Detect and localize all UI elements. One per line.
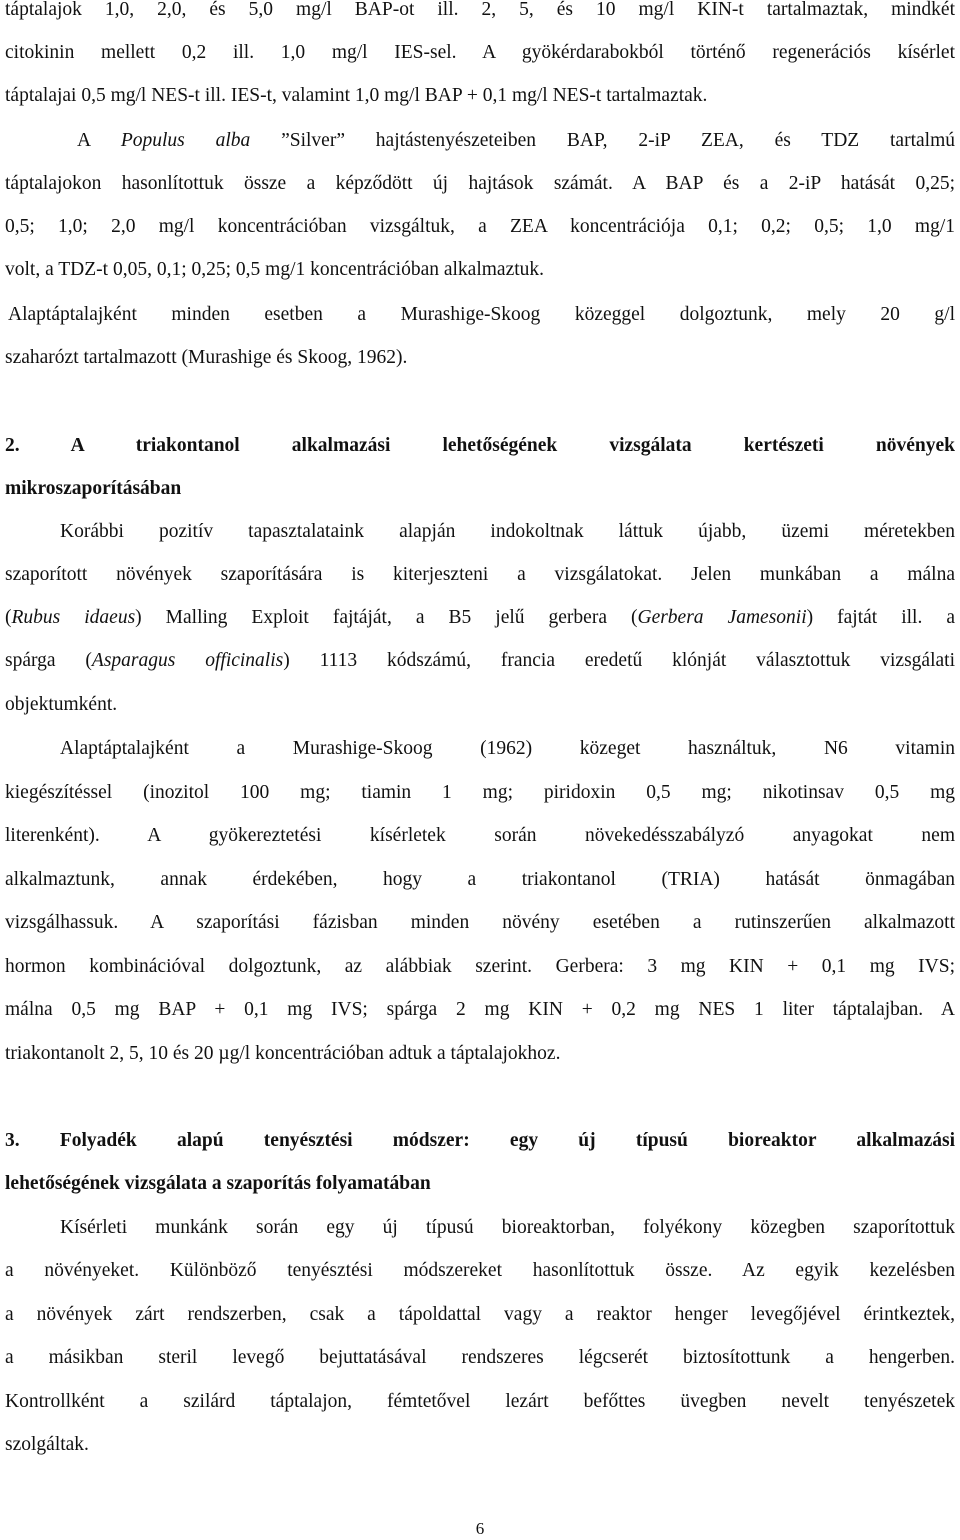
text-line: hormon kombinációval dolgoztunk, az alábbiak szerint. Gerbera: 3 mg KIN + 0,1 mg IVS;	[5, 956, 955, 977]
section-heading: 3. Folyadék alapú tenyésztési módszer: egy új típusú bioreaktor alkalmazási	[5, 1130, 955, 1151]
text-line: Korábbi pozitív tapasztalataink alapján indokoltnak láttuk újabb, üzemi méretekben	[60, 521, 955, 542]
text-line: Kontrollként a szilárd táptalajon, fémtetővel lezárt befőttes üvegben nevelt tenyészetek	[5, 1391, 955, 1412]
text-line: Alaptáptalajként minden esetben a Murashige-Skoog közeggel dolgoztunk, mely 20 g/l	[8, 304, 955, 325]
text-line: A Populus alba ”Silver” hajtástenyészeteiben BAP, 2-iP ZEA, és TDZ tartalmú	[77, 130, 955, 151]
text-line: a növényeket. Különböző tenyésztési módszereket hasonlítottuk össze. Az egyik kezelésben	[5, 1260, 955, 1281]
species-name: Populus alba	[120, 130, 251, 151]
species-name: Asparagus officinalis	[91, 650, 284, 671]
text-line: triakontanolt 2, 5, 10 és 20 µg/l koncentrációban adtuk a táptalajokhoz.	[5, 1043, 561, 1064]
text-line: táptalajai 0,5 mg/l NES-t ill. IES-t, valamint 1,0 mg/l BAP + 0,1 mg/l NES-t tartalmaztak.	[5, 85, 708, 106]
text-line: volt, a TDZ-t 0,05, 0,1; 0,25; 0,5 mg/1 koncentrációban alkalmaztuk.	[5, 259, 545, 280]
text-line: táptalajokon hasonlítottuk össze a képződött új hajtások számát. A BAP és a 2-iP hatását 0,25;	[5, 173, 955, 194]
section-heading: mikroszaporításában	[5, 478, 182, 499]
text-line: szaharózt tartalmazott (Murashige és Skoog, 1962).	[5, 347, 408, 368]
text-line: literenként). A gyökereztetési kísérletek során növekedésszabályzó anyagokat nem	[5, 825, 955, 846]
text-line: (Rubus idaeus) Malling Exploit fajtáját, a B5 jelű gerbera (Gerbera Jamesonii) fajtát ill. a	[5, 607, 955, 628]
text-line: objektumként.	[5, 694, 118, 715]
text-line: szaporított növények szaporítására is kiterjeszteni a vizsgálatokat. Jelen munkában a málna	[5, 564, 955, 585]
text-line: málna 0,5 mg BAP + 0,1 mg IVS; spárga 2 mg KIN + 0,2 mg NES 1 liter táptalajban. A	[5, 999, 955, 1020]
text-line: Alaptáptalajként a Murashige-Skoog (1962) közeget használtuk, N6 vitamin	[60, 738, 955, 759]
text-line: a másikban steril levegő bejuttatásával rendszeres légcserét biztosítottunk a hengerben.	[5, 1347, 955, 1368]
text-line: táptalajok 1,0, 2,0, és 5,0 mg/l BAP-ot ill. 2, 5, és 10 mg/l KIN-t tartalmaztak, mindkét	[5, 0, 955, 20]
text-line: spárga (Asparagus officinalis) 1113 kódszámú, francia eredetű klónját választottuk vizsgálati	[5, 650, 955, 671]
text-line: Kísérleti munkánk során egy új típusú bioreaktorban, folyékony közegben szaporítottuk	[60, 1217, 955, 1238]
species-name: Gerbera Jamesonii	[637, 607, 807, 628]
section-heading: lehetőségének vizsgálata a szaporítás folyamatában	[5, 1173, 431, 1194]
species-name: Rubus idaeus	[11, 607, 136, 628]
text-line: citokinin mellett 0,2 ill. 1,0 mg/l IES-sel. A gyökérdarabokból történő regenerációs kísérlet	[5, 42, 955, 63]
text-line: alkalmaztunk, annak érdekében, hogy a triakontanol (TRIA) hatását önmagában	[5, 869, 955, 890]
text-line: kiegészítéssel (inozitol 100 mg; tiamin 1 mg; piridoxin 0,5 mg; nikotinsav 0,5 mg	[5, 782, 955, 803]
text-line: szolgáltak.	[5, 1434, 89, 1455]
section-heading: 2. A triakontanol alkalmazási lehetőségének vizsgálata kertészeti növények	[5, 435, 955, 456]
text-line: a növények zárt rendszerben, csak a tápoldattal vagy a reaktor henger levegőjével érintkeztek,	[5, 1304, 955, 1325]
text-line: 0,5; 1,0; 2,0 mg/l koncentrációban vizsgáltuk, a ZEA koncentrációja 0,1; 0,2; 0,5; 1,0 mg/1	[5, 216, 955, 237]
page-number: 6	[475, 1519, 485, 1538]
text-line: vizsgálhassuk. A szaporítási fázisban minden növény esetében a rutinszerűen alkalmazott	[5, 912, 955, 933]
